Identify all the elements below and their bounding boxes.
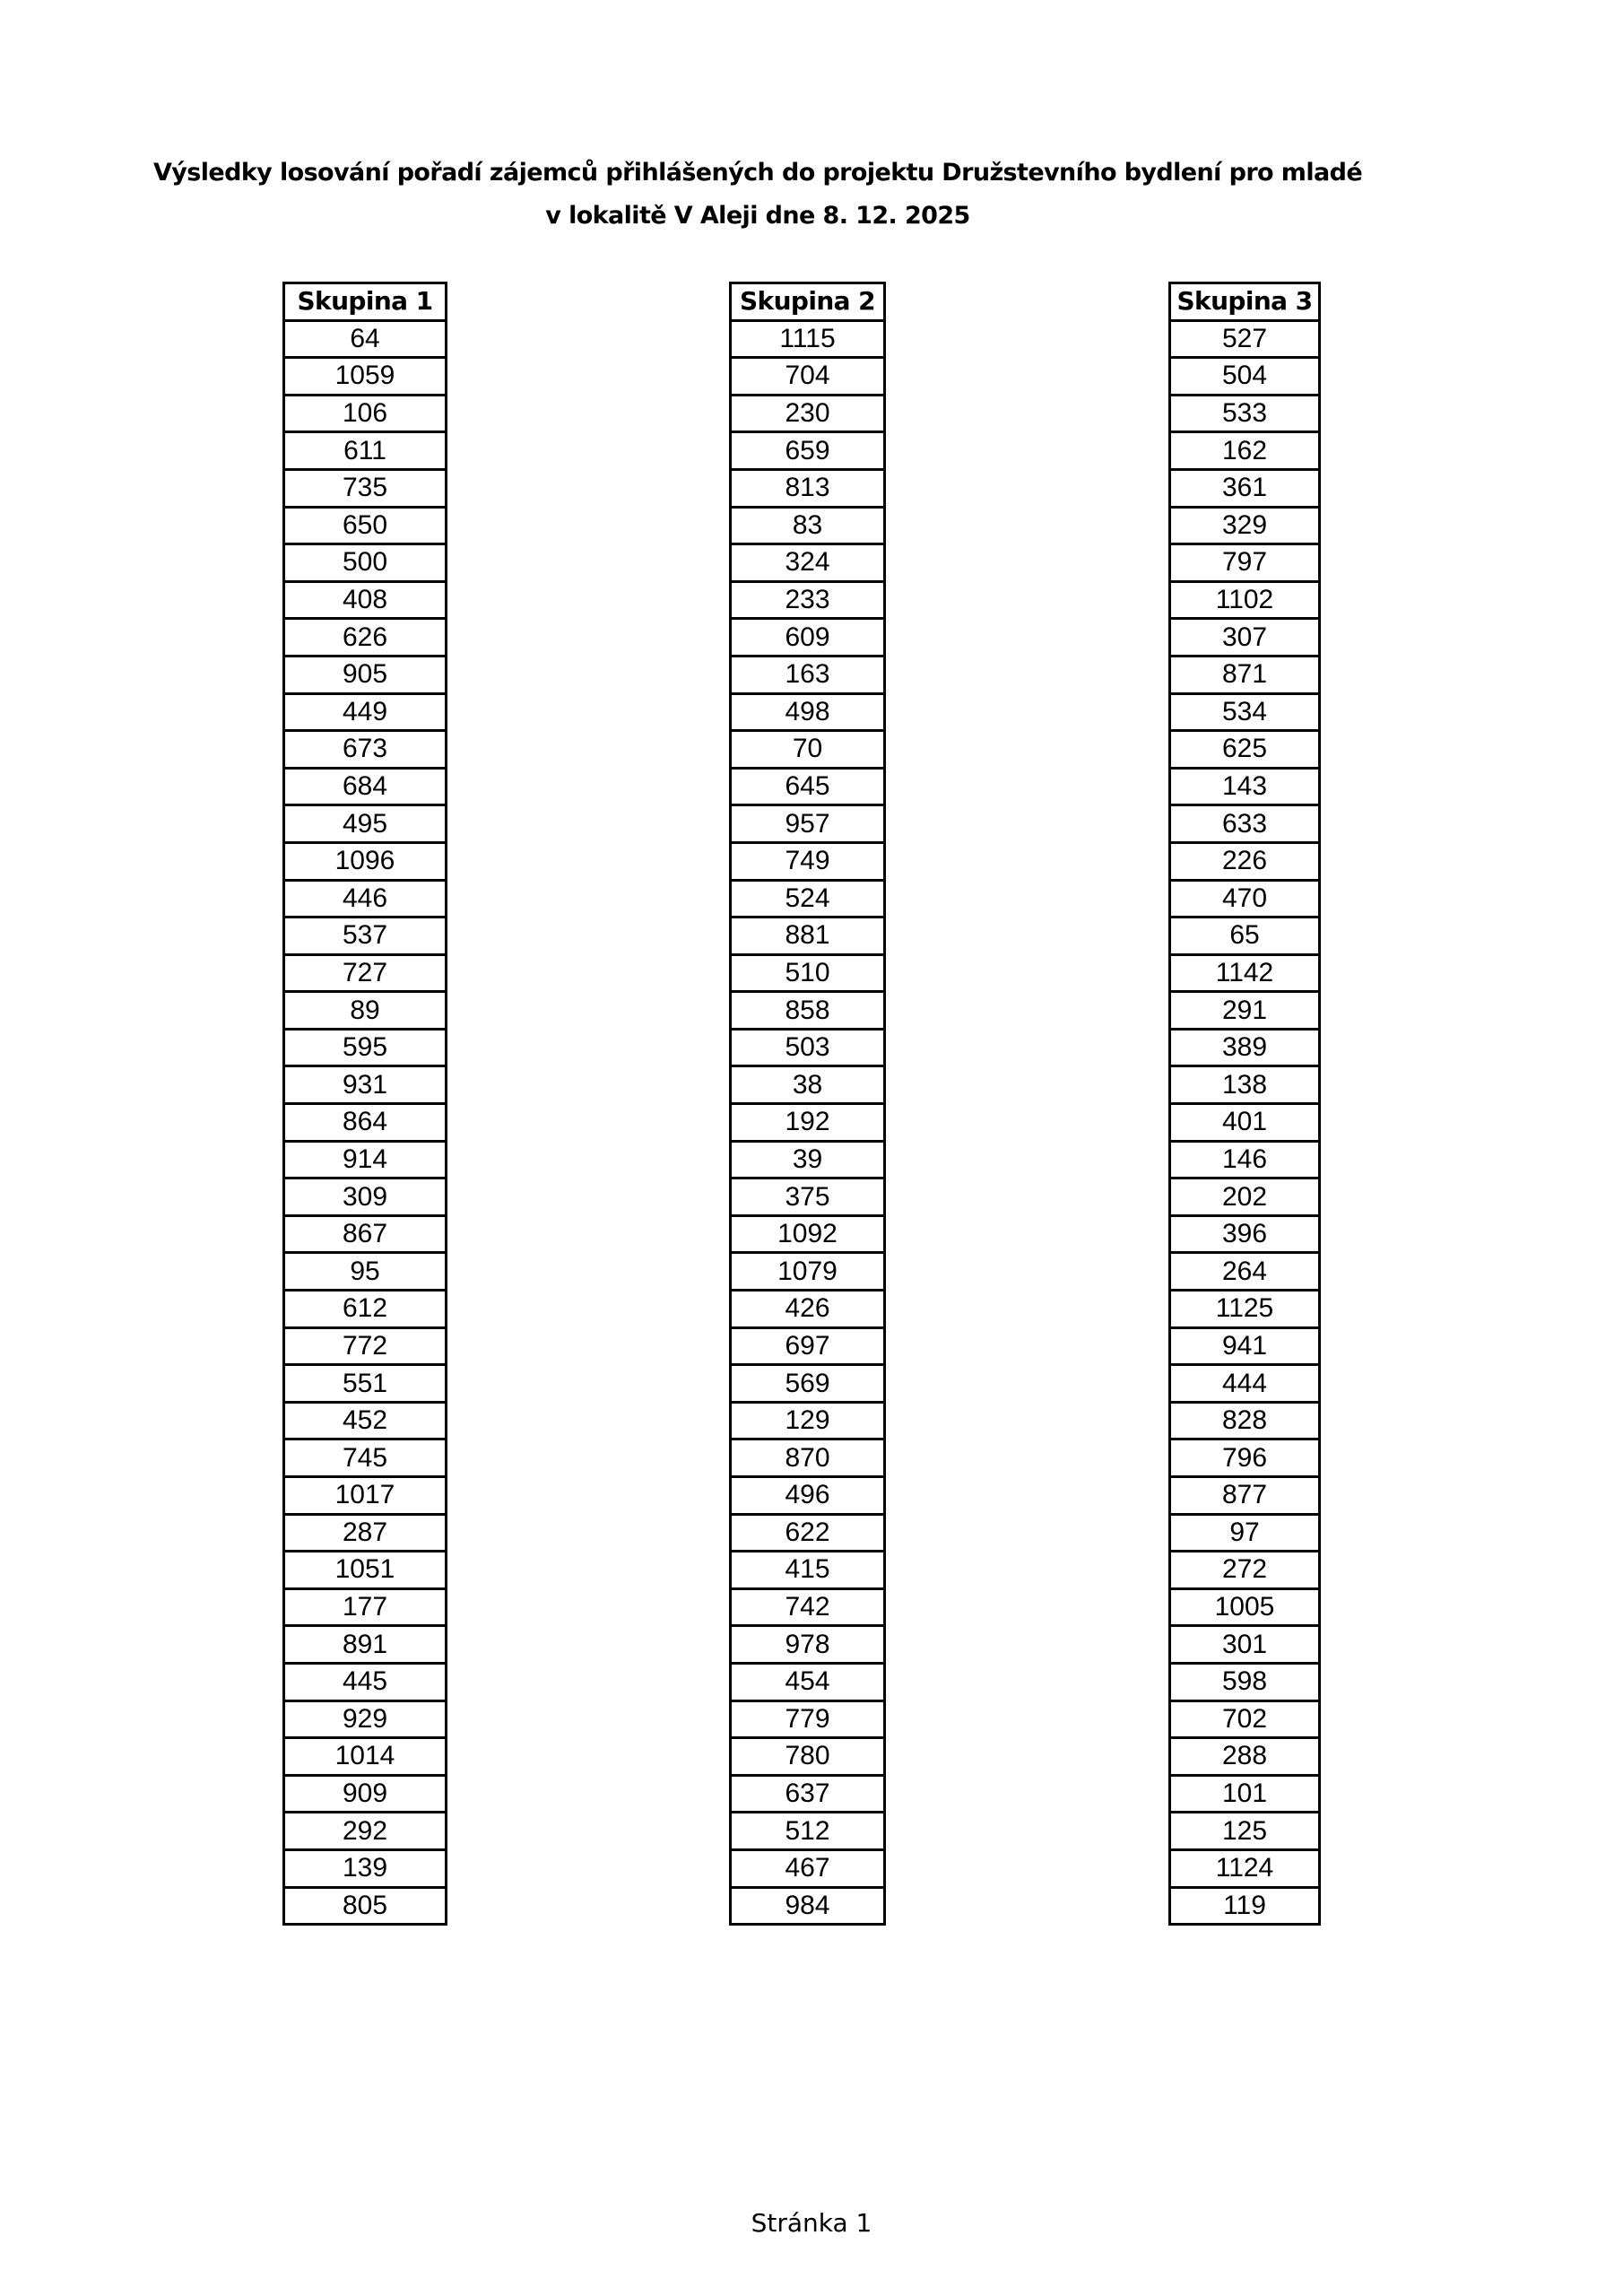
table-row [731,1253,885,1291]
table-row [284,693,447,731]
table-row [284,954,447,992]
applicant-number-cell: 106 [284,395,447,432]
group-1-header: Skupina 1 [284,283,447,321]
applicant-number-cell: 401 [1170,1104,1320,1142]
table-row [731,1849,885,1887]
table-row [1170,1663,1320,1700]
table-row [1170,320,1320,358]
table-row [284,1887,447,1925]
applicant-number-cell: 65 [1170,918,1320,955]
applicant-number-cell: 881 [731,918,885,955]
table-row [731,544,885,582]
applicant-number-cell: 1059 [284,358,447,396]
table-row [1170,1178,1320,1216]
applicant-number-cell: 324 [731,544,885,582]
applicant-number-cell: 467 [731,1849,885,1887]
applicant-number-cell: 375 [731,1178,885,1216]
table-row [731,469,885,507]
table-row [1170,992,1320,1030]
group-3-header: Skupina 3 [1170,283,1320,321]
applicant-number-cell: 780 [731,1738,885,1776]
table-row [731,395,885,432]
applicant-number-cell: 288 [1170,1738,1320,1776]
applicant-number-cell: 867 [284,1215,447,1253]
table-row [284,544,447,582]
table-row [1170,1775,1320,1813]
table-row [284,581,447,619]
applicant-number-cell: 625 [1170,731,1320,769]
applicant-number-cell: 83 [731,507,885,544]
table-row [1170,507,1320,544]
applicant-number-cell: 537 [284,918,447,955]
table-row [731,1178,885,1216]
applicant-number-cell: 551 [284,1365,447,1403]
applicant-number-cell: 301 [1170,1626,1320,1664]
applicant-number-cell: 426 [731,1291,885,1328]
table-row [731,731,885,769]
table-row [731,1439,885,1477]
applicant-number-cell: 454 [731,1663,885,1700]
table-row [731,1477,885,1515]
applicant-number-cell: 233 [731,581,885,619]
table-row [1170,1253,1320,1291]
applicant-number-cell: 291 [1170,992,1320,1030]
table-row [731,1626,885,1664]
table-row [284,1849,447,1887]
group-header-row [731,283,885,321]
applicant-number-cell: 697 [731,1327,885,1365]
table-row [731,1700,885,1738]
applicant-number-cell: 1005 [1170,1588,1320,1626]
table-row [731,1327,885,1365]
table-row [1170,1066,1320,1104]
applicant-number-cell: 1051 [284,1552,447,1589]
applicant-number-cell: 510 [731,954,885,992]
table-row [731,1775,885,1813]
table-row [731,805,885,843]
table-row [1170,880,1320,918]
table-row [284,358,447,396]
table-row [1170,1588,1320,1626]
table-row [1170,805,1320,843]
applicant-number-cell: 287 [284,1514,447,1552]
applicant-number-cell: 146 [1170,1141,1320,1178]
table-row [1170,1029,1320,1066]
table-row [284,918,447,955]
table-row [731,1066,885,1104]
applicant-number-cell: 264 [1170,1253,1320,1291]
table-row [1170,1327,1320,1365]
applicant-number-cell: 828 [1170,1402,1320,1439]
applicant-number-cell: 957 [731,805,885,843]
applicant-number-cell: 735 [284,469,447,507]
table-row [284,768,447,805]
table-row [284,805,447,843]
applicant-number-cell: 138 [1170,1066,1320,1104]
table-row [1170,1626,1320,1664]
applicant-number-cell: 470 [1170,880,1320,918]
table-row [284,731,447,769]
applicant-number-cell: 449 [284,693,447,731]
table-row [731,432,885,470]
table-row [1170,544,1320,582]
table-row [1170,469,1320,507]
table-row [1170,1738,1320,1776]
applicant-number-cell: 129 [731,1402,885,1439]
table-row [284,1738,447,1776]
applicant-number-cell: 805 [284,1887,447,1925]
applicant-number-cell: 704 [731,358,885,396]
applicant-number-cell: 941 [1170,1327,1320,1365]
table-row [1170,1849,1320,1887]
applicant-number-cell: 749 [731,842,885,880]
applicant-number-cell: 163 [731,656,885,693]
applicant-number-cell: 95 [284,1253,447,1291]
table-row [731,358,885,396]
applicant-number-cell: 39 [731,1141,885,1178]
applicant-number-cell: 984 [731,1887,885,1925]
applicant-number-cell: 309 [284,1178,447,1216]
applicant-number-cell: 408 [284,581,447,619]
applicant-number-cell: 858 [731,992,885,1030]
table-row [284,507,447,544]
table-row [731,1813,885,1850]
applicant-number-cell: 89 [284,992,447,1030]
table-row [731,1291,885,1328]
table-row [284,1327,447,1365]
applicant-number-cell: 143 [1170,768,1320,805]
applicant-number-cell: 226 [1170,842,1320,880]
applicant-number-cell: 500 [284,544,447,582]
table-row [731,1738,885,1776]
applicant-number-cell: 813 [731,469,885,507]
group-header-row [284,283,447,321]
table-row [1170,1514,1320,1552]
applicant-number-cell: 202 [1170,1178,1320,1216]
table-row [284,992,447,1030]
table-row [284,1439,447,1477]
applicant-number-cell: 796 [1170,1439,1320,1477]
applicant-number-cell: 598 [1170,1663,1320,1700]
applicant-number-cell: 1125 [1170,1291,1320,1328]
table-row [1170,1700,1320,1738]
table-row [1170,656,1320,693]
applicant-number-cell: 498 [731,693,885,731]
table-row [1170,395,1320,432]
table-row [1170,1365,1320,1403]
table-row [284,1215,447,1253]
table-row [1170,1477,1320,1515]
table-row [1170,432,1320,470]
applicant-number-cell: 702 [1170,1700,1320,1738]
applicant-number-cell: 978 [731,1626,885,1664]
applicant-number-cell: 595 [284,1029,447,1066]
applicant-number-cell: 512 [731,1813,885,1850]
table-row [731,1588,885,1626]
applicant-number-cell: 1079 [731,1253,885,1291]
table-row [731,918,885,955]
table-row [1170,1402,1320,1439]
applicant-number-cell: 1115 [731,320,885,358]
table-row [731,880,885,918]
applicant-number-cell: 1017 [284,1477,447,1515]
table-row [1170,918,1320,955]
group-2-header: Skupina 2 [731,283,885,321]
applicant-number-cell: 1092 [731,1215,885,1253]
applicant-number-cell: 929 [284,1700,447,1738]
table-row [731,1029,885,1066]
table-row [1170,1439,1320,1477]
table-row [284,1813,447,1850]
table-row [1170,581,1320,619]
applicant-number-cell: 272 [1170,1552,1320,1589]
table-row [731,1141,885,1178]
table-row [731,1663,885,1700]
applicant-number-cell: 444 [1170,1365,1320,1403]
table-row [731,320,885,358]
document-title: Výsledky losování pořadí zájemců přihlášených do projektu Družstevního bydlení pro mladé [152,159,1363,187]
applicant-number-cell: 230 [731,395,885,432]
applicant-number-cell: 292 [284,1813,447,1850]
applicant-number-cell: 139 [284,1849,447,1887]
applicant-number-cell: 504 [1170,358,1320,396]
table-row [731,581,885,619]
applicant-number-cell: 745 [284,1439,447,1477]
applicant-number-cell: 64 [284,320,447,358]
table-row [1170,1104,1320,1142]
applicant-number-cell: 742 [731,1588,885,1626]
table-row [284,1626,447,1664]
applicant-number-cell: 1102 [1170,581,1320,619]
table-row [284,880,447,918]
table-row [1170,1813,1320,1850]
table-row [284,1104,447,1142]
table-row [284,469,447,507]
table-row [284,432,447,470]
applicant-number-cell: 659 [731,432,885,470]
group-header-row [1170,283,1320,321]
applicant-number-cell: 1142 [1170,954,1320,992]
applicant-number-cell: 684 [284,768,447,805]
applicant-number-cell: 931 [284,1066,447,1104]
table-row [731,1514,885,1552]
table-row [731,1104,885,1142]
table-row [731,507,885,544]
applicant-number-cell: 622 [731,1514,885,1552]
table-row [284,1291,447,1328]
table-row [284,1552,447,1589]
applicant-number-cell: 1124 [1170,1849,1320,1887]
applicant-number-cell: 70 [731,731,885,769]
applicant-number-cell: 645 [731,768,885,805]
applicant-number-cell: 727 [284,954,447,992]
group-1-body [284,320,447,1925]
table-row [284,1402,447,1439]
applicant-number-cell: 445 [284,1663,447,1700]
group-1-table [282,282,447,1926]
applicant-number-cell: 38 [731,1066,885,1104]
table-row [284,1178,447,1216]
table-row [731,842,885,880]
applicant-number-cell: 495 [284,805,447,843]
table-row [1170,1291,1320,1328]
page-number: Stránka 1 [751,2208,872,2238]
table-row [731,1365,885,1403]
document-subtitle: v lokalitě V Aleji dne 8. 12. 2025 [545,202,970,230]
applicant-number-cell: 871 [1170,656,1320,693]
table-row [1170,1552,1320,1589]
table-row [731,954,885,992]
applicant-number-cell: 415 [731,1552,885,1589]
applicant-number-cell: 527 [1170,320,1320,358]
applicant-number-cell: 396 [1170,1215,1320,1253]
applicant-number-cell: 446 [284,880,447,918]
applicant-number-cell: 864 [284,1104,447,1142]
table-row [1170,358,1320,396]
applicant-number-cell: 125 [1170,1813,1320,1850]
table-row [1170,1141,1320,1178]
table-row [1170,768,1320,805]
applicant-number-cell: 914 [284,1141,447,1178]
table-row [284,842,447,880]
table-row [1170,731,1320,769]
table-row [731,1215,885,1253]
table-row [731,619,885,657]
applicant-number-cell: 503 [731,1029,885,1066]
table-row [284,395,447,432]
table-row [731,1887,885,1925]
applicant-number-cell: 329 [1170,507,1320,544]
applicant-number-cell: 650 [284,507,447,544]
table-row [284,1514,447,1552]
applicant-number-cell: 909 [284,1775,447,1813]
applicant-number-cell: 772 [284,1327,447,1365]
table-row [731,656,885,693]
table-row [731,1402,885,1439]
applicant-number-cell: 877 [1170,1477,1320,1515]
applicant-number-cell: 612 [284,1291,447,1328]
applicant-number-cell: 626 [284,619,447,657]
applicant-number-cell: 192 [731,1104,885,1142]
group-3-body [1170,320,1320,1925]
table-row [731,693,885,731]
table-row [284,1663,447,1700]
applicant-number-cell: 119 [1170,1887,1320,1925]
group-2-body [731,320,885,1925]
table-row [731,1552,885,1589]
table-row [1170,693,1320,731]
applicant-number-cell: 637 [731,1775,885,1813]
applicant-number-cell: 779 [731,1700,885,1738]
table-row [284,1066,447,1104]
applicant-number-cell: 101 [1170,1775,1320,1813]
applicant-number-cell: 673 [284,731,447,769]
table-row [284,1775,447,1813]
applicant-number-cell: 452 [284,1402,447,1439]
applicant-number-cell: 609 [731,619,885,657]
applicant-number-cell: 361 [1170,469,1320,507]
table-row [284,656,447,693]
table-row [284,1700,447,1738]
table-row [284,1588,447,1626]
applicant-number-cell: 389 [1170,1029,1320,1066]
applicant-number-cell: 797 [1170,544,1320,582]
table-row [1170,954,1320,992]
applicant-number-cell: 569 [731,1365,885,1403]
applicant-number-cell: 870 [731,1439,885,1477]
applicant-number-cell: 611 [284,432,447,470]
table-row [284,1253,447,1291]
table-row [284,1029,447,1066]
applicant-number-cell: 891 [284,1626,447,1664]
table-row [284,320,447,358]
applicant-number-cell: 905 [284,656,447,693]
table-row [284,1477,447,1515]
applicant-number-cell: 524 [731,880,885,918]
applicant-number-cell: 177 [284,1588,447,1626]
table-row [731,992,885,1030]
group-3-table [1168,282,1321,1926]
table-row [284,619,447,657]
applicant-number-cell: 1096 [284,842,447,880]
table-row [1170,1215,1320,1253]
applicant-number-cell: 1014 [284,1738,447,1776]
table-row [1170,842,1320,880]
applicant-number-cell: 162 [1170,432,1320,470]
table-row [284,1141,447,1178]
table-row [731,768,885,805]
table-row [1170,619,1320,657]
applicant-number-cell: 97 [1170,1514,1320,1552]
applicant-number-cell: 633 [1170,805,1320,843]
table-row [1170,1887,1320,1925]
table-row [284,1365,447,1403]
applicant-number-cell: 533 [1170,395,1320,432]
applicant-number-cell: 496 [731,1477,885,1515]
group-2-table [729,282,886,1926]
applicant-number-cell: 534 [1170,693,1320,731]
applicant-number-cell: 307 [1170,619,1320,657]
